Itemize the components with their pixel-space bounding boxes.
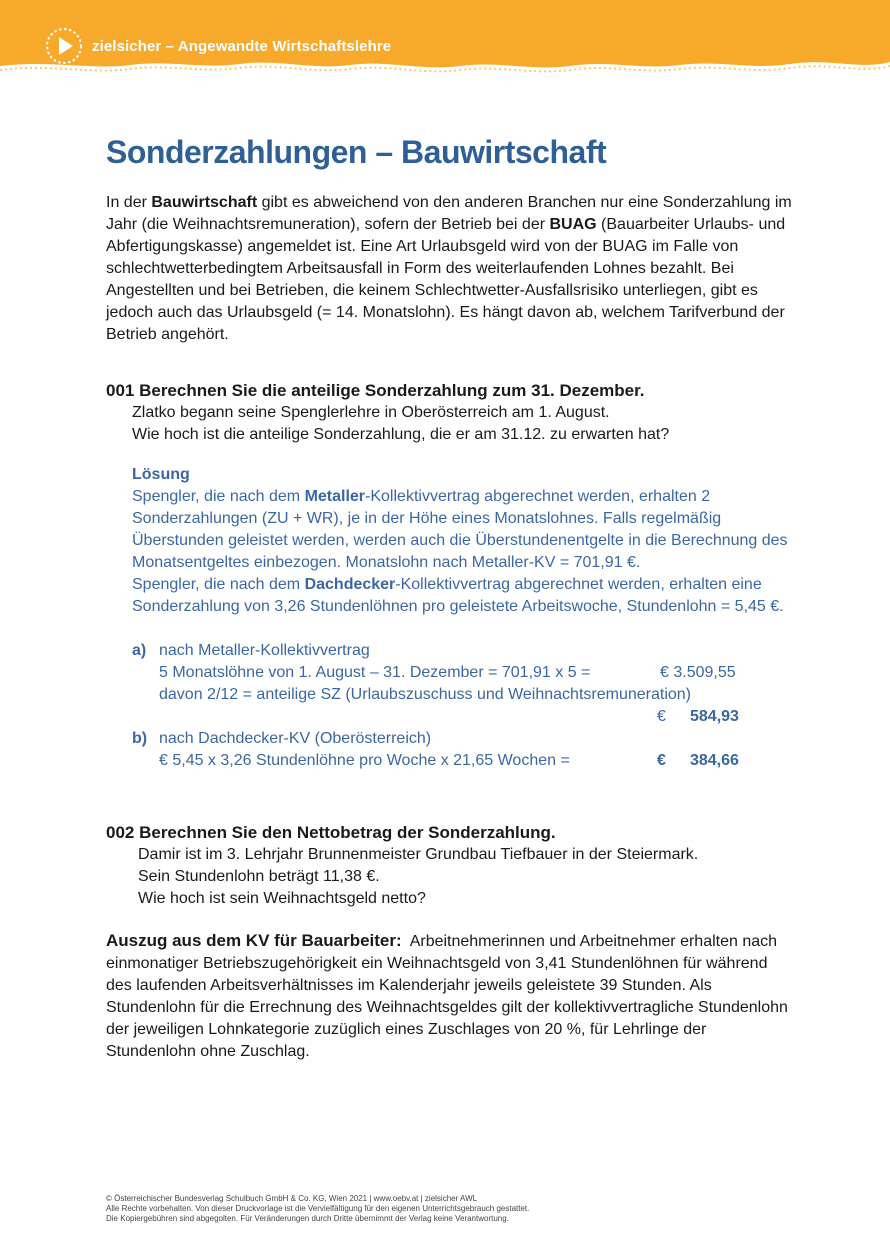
solution-1-text-c: -Kollektivvertrag abgerechnet werden, erhalten 2 Sonderzahlungen (ZU + WR), je in der Höhe eines Monatslohnes. Falls regelmäßig Überstunden geleistet werden, werden auch die Überstundenentgelte in die Berechnung des Monatsentgeltes einbezogen. Monatslohn nach Metaller-KV = 701,91 €. <box>132 488 788 571</box>
solution-paragraph-2 <box>132 574 796 618</box>
solution-heading: Lösung <box>132 466 190 483</box>
intro-text-3: (Bauarbeiter Urlaubs- und Abfertigungskasse) angemeldet ist. Eine Art Urlaubsgeld wird von der BUAG im Falle von schlechtwetterbedingtem Arbeitsausfall in Form des weiterlaufenden Lohnes bezahlt. Bei Angestellten und bei Betrieben, die keinem Schlechtwetter-Ausfallsrisiko unterliegen, gibt es jedoch auch das Urlaubsgeld (= 14. Monatslohn). Es hängt davon ab, welchem Tarifverbund der Betrieb angehört. <box>106 216 786 343</box>
page-header <box>0 0 890 80</box>
task-001 <box>106 380 796 772</box>
page-footer <box>106 1194 806 1224</box>
footer-copyright: © Österreichischer Bundesverlag Schulbuch GmbH & Co. KG, Wien 2021 | www.oebv.at | zielsicher AWL <box>106 1194 478 1203</box>
kv-heading: Auszug aus dem KV für Bauarbeiter: <box>106 931 402 950</box>
task-002-line-2: Sein Stundenlohn beträgt 11,38 €. <box>138 868 380 885</box>
calc-b-result: 384,66 <box>690 752 739 769</box>
calc-b-header <box>132 728 796 750</box>
main-content <box>106 130 796 1060</box>
calc-a-result-row <box>132 706 796 728</box>
calc-a-share: davon 2/12 = anteilige SZ (Urlaubszuschuss und Weihnachtsremuneration) <box>159 686 691 703</box>
solution-2-text-a: Spengler, die nach dem <box>132 576 305 593</box>
footer-disclaimer: Die Kopiergebühren sind abgegolten. Für Veränderungen durch Dritte übernimmt der Verlag keine Verantwortung. <box>106 1214 509 1223</box>
calc-a-formula: 5 Monatslöhne von 1. August – 31. Dezember = 701,91 x 5 = <box>159 664 591 681</box>
kv-excerpt <box>106 930 796 1063</box>
calc-a-title: nach Metaller-Kollektivvertrag <box>159 642 370 659</box>
kv-text: Arbeitnehmerinnen und Arbeitnehmer erhalten nach einmonatiger Betriebszugehörigkeit ein Weihnachtsgeld von 3,41 Stundenlöhnen für während des laufenden Arbeitsverhältnisses im Kalenderjahr jeweils geleistete 39 Stunden. Als Stundenlohn für die Errechnung des Weihnachtsgeldes gilt der kollektivvertragliche Stundenlohn der jeweiligen Lohnkategorie zuzüglich eines Zuschlages von 20 %, für Lehrlinge der Stundenlohn ohne Zuschlag. <box>106 933 788 1060</box>
calc-b-line-1 <box>132 750 796 772</box>
task-001-line-2: Wie hoch ist die anteilige Sonderzahlung, die er am 31.12. zu erwarten hat? <box>132 426 670 443</box>
solution-2-bold: Dachdecker <box>304 576 396 593</box>
calc-b-currency: € <box>657 752 666 769</box>
calc-a-line-2 <box>132 684 796 706</box>
task-001-title: 001 Berechnen Sie die anteilige Sonderzahlung zum 31. Dezember. <box>106 381 645 400</box>
intro-bold-2: BUAG <box>549 216 597 233</box>
calc-a-header <box>132 640 796 662</box>
solution-2-text-c: -Kollektivvertrag abgerechnet werden, erhalten eine Sonderzahlung von 3,26 Stundenlöhnen pro geleistete Arbeitswoche, Stundenlohn = 5,45 €. <box>132 576 784 615</box>
task-002-text <box>138 844 796 910</box>
calc-b-label: b) <box>132 730 148 747</box>
calc-a-result: 584,93 <box>690 708 739 725</box>
task-002-line-1: Damir ist im 3. Lehrjahr Brunnenmeister Grundbau Tiefbauer in der Steiermark. <box>138 846 699 863</box>
solution-1-bold: Metaller <box>304 488 366 505</box>
task-002 <box>106 822 796 910</box>
solution-1-text-a: Spengler, die nach dem <box>132 488 305 505</box>
task-001-text <box>132 402 796 446</box>
brand <box>44 26 391 66</box>
play-logo-icon <box>44 26 84 66</box>
intro-paragraph <box>106 192 796 346</box>
intro-text-2: gibt es abweichend von den anderen Branchen nur eine Sonderzahlung im Jahr (die Weihnachtsremuneration), sofern der Betrieb bei der <box>106 194 792 233</box>
calc-a-currency: € <box>657 708 666 725</box>
footer-rights: Alle Rechte vorbehalten. Von dieser Druckvorlage ist die Vervielfältigung für den eigenen Unterrichtsgebrauch gestattet. <box>106 1204 530 1213</box>
task-001-line-1: Zlatko begann seine Spenglerlehre in Oberösterreich am 1. August. <box>132 404 610 421</box>
brand-name: zielsicher – Angewandte Wirtschaftslehre <box>92 37 392 55</box>
calc-b-formula: € 5,45 x 3,26 Stundenlöhne pro Woche x 21,65 Wochen = <box>159 752 570 769</box>
calc-a-line-1 <box>132 662 796 684</box>
intro-text-1: In der <box>106 194 152 211</box>
calc-a-subtotal: € 3.509,55 <box>660 664 736 681</box>
solution-block <box>132 464 796 772</box>
task-002-line-3: Wie hoch ist sein Weihnachtsgeld netto? <box>138 890 426 907</box>
solution-paragraph-1 <box>132 486 796 574</box>
calc-b-title: nach Dachdecker-KV (Oberösterreich) <box>159 730 432 747</box>
task-002-title: 002 Berechnen Sie den Nettobetrag der Sonderzahlung. <box>106 823 556 842</box>
page-title: Sonderzahlungen – Bauwirtschaft <box>106 134 607 170</box>
intro-bold-1: Bauwirtschaft <box>151 194 258 211</box>
calc-a-label: a) <box>132 642 147 659</box>
